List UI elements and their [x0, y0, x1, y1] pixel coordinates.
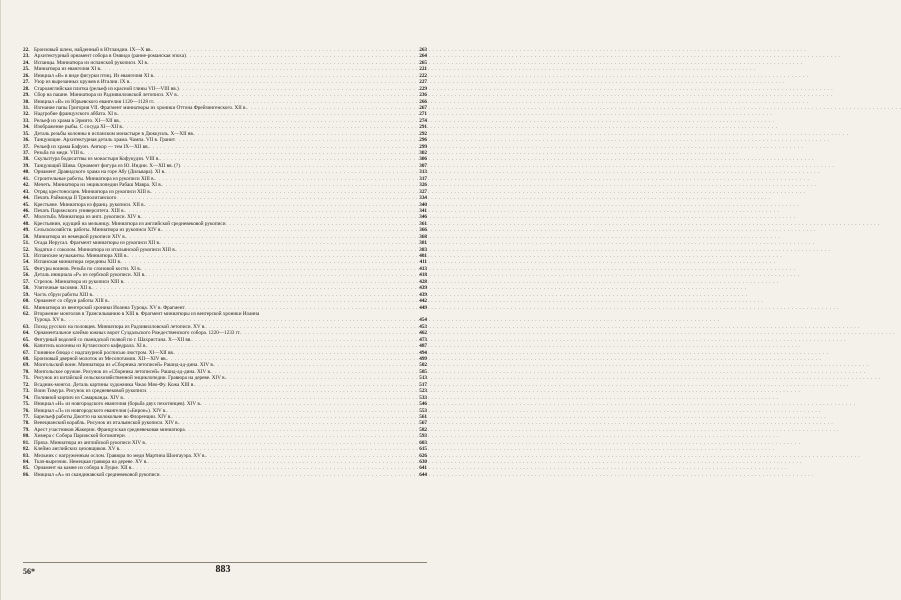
entry-number: 28. [23, 85, 30, 92]
entry-page: 494 [419, 349, 427, 356]
entry-page: 473 [419, 336, 427, 343]
entry-number: 25. [23, 66, 30, 73]
entry-caption: Сбор на пашне. Миниатюра из Радзивилловской летописи. XV в. [34, 92, 179, 99]
entry-number: 45. [23, 201, 30, 208]
entry-caption: Миниатюра из евангелия XI в. [34, 66, 102, 73]
entry-page: 499 [419, 356, 427, 362]
entry-number: 62. [23, 310, 30, 317]
entry-page: 340 [419, 201, 427, 208]
entry-caption: Печать Раймонда II Триполитанского [34, 195, 117, 202]
entry-caption: Деталь инициала «Р» из сербской рукописи. XII в. [34, 272, 146, 279]
entry-page: 553 [419, 407, 427, 414]
entry-caption: Инициал «В» из Юрьевского евангелия 1120—1128 гг. [34, 98, 155, 105]
entry-number: 38. [23, 156, 30, 163]
entry-caption: Крестьяне. Миниатюра из франц. рукописи. XII в. [34, 201, 145, 208]
entry-caption: Архитектурный орнамент собора в Омвидо (ранне-романская эпоха) [34, 53, 186, 60]
entry-number: 79. [23, 426, 30, 433]
entry-page: 313 [419, 169, 427, 176]
entry-number: 61. [23, 304, 30, 311]
entry-page: 428 [419, 278, 427, 285]
entry-number: 57. [23, 278, 30, 285]
document-page [0, 0, 444, 600]
entry-page: 442 [419, 298, 427, 305]
entry-number: 59. [23, 291, 30, 298]
entry-page: 401 [419, 253, 427, 259]
entry-page: 533 [419, 394, 427, 401]
entry-number: 48. [23, 220, 30, 227]
entry-page: 505 [419, 368, 427, 375]
list-item [23, 472, 427, 478]
entry-number: 72. [23, 381, 30, 388]
entry-caption: Орнамент со сбруи работы XIII в. [34, 298, 109, 305]
entry-page: 267 [419, 104, 427, 111]
entry-caption: Крестьянин, идущий на мельницу. Миниатюра из английской средневековой рукописи [34, 220, 226, 227]
entry-number: 46. [23, 207, 30, 214]
entry-page: 449 [419, 304, 427, 311]
entry-number: 78. [23, 420, 30, 427]
entry-page: 502 [419, 362, 427, 369]
entry-number: 84. [23, 459, 30, 465]
entry-number: 69. [23, 362, 30, 369]
entry-number: 60. [23, 298, 30, 305]
entry-caption: Инициал «В» в виде фигурки птиц. Из евангелия XI в. [34, 72, 155, 79]
entry-caption: Осада Иерусал. Фрагмент миниатюры из рукописи XII в. [34, 240, 161, 247]
entry-caption: Монгольское оружие. Рисунок из «Сборника летописей» Рашид-ад-дина. XIV в. [34, 368, 212, 375]
entry-page: 546 [419, 401, 427, 408]
entry-page: 327 [419, 188, 427, 195]
entry-caption: Туроца. XV в. [34, 317, 65, 324]
entry-caption: Испанцы. Миниатюра из испанской рукописи. XI в. [34, 59, 149, 66]
entry-page: 271 [419, 111, 427, 118]
entry-number: 47. [23, 214, 30, 221]
entry-page: 561 [419, 413, 427, 420]
entry-number: 49. [23, 227, 30, 234]
entry-number: 30. [23, 98, 30, 105]
entry-number: 37. [23, 150, 30, 156]
entry-caption: Мечеть. Миниатюра из энциклопедии Рабаш Мавра. XI в. [34, 182, 162, 189]
entry-page: 346 [419, 214, 427, 221]
entry-page: 513 [419, 375, 427, 382]
entry-caption: Фигуры воинов. Резьба по слоновой кости. XI в. [34, 265, 142, 272]
entry-caption: Рисунок из китайской сельскохозяйственной энциклопедии. Гравюра на дереве. XIV в. [34, 375, 226, 382]
entry-number: 58. [23, 285, 30, 292]
entry-number: 44. [23, 195, 30, 202]
entry-page: 291 [419, 124, 427, 131]
page-number: 883 [215, 564, 231, 575]
entry-caption: Ходатки с соколом. Миниатюра из итальянской рукописи XIII в. [34, 246, 176, 253]
entry-number: 80. [23, 433, 30, 440]
entry-number: 22. [23, 47, 30, 53]
entry-caption: Миниатюра из немецкой рукописи XIV в. [34, 233, 126, 240]
entry-caption: Рельеф из храма в Эрмито. XI—XII вв. [34, 117, 121, 124]
entry-number: 53. [23, 253, 30, 259]
entry-number: 86. [23, 471, 30, 478]
entry-number: 32. [23, 111, 30, 118]
entry-number: 85. [23, 465, 30, 472]
entry-caption: Испанские музыканты. Миниатюра XIII в. [34, 253, 128, 259]
entry-page: 644 [419, 471, 427, 478]
entry-page: 302 [419, 150, 427, 156]
entry-caption: Часть сбруи работы XIII в. [34, 291, 94, 298]
entry-caption: Молотьба. Миниатюра из англ. рукописи. XIV в. [34, 214, 142, 221]
entry-page: 236 [419, 92, 427, 99]
entry-caption: Всадник-монгол. Деталь картины художника Чжао Мяо-Фу. Кожа XIII в. [34, 381, 195, 388]
entry-number: 65. [23, 336, 30, 343]
entry-number: 75. [23, 401, 30, 408]
entry-caption: Надгробие французского аббата. XI в. [34, 111, 119, 118]
entry-page: 265 [419, 59, 427, 66]
entry-caption: Бронзовый шлем, найденный в Ютландии. IX—X вв. [34, 47, 152, 53]
entry-caption: Глиняное блюдо с надгазурной росписью люстром. XI—XII вв. [34, 349, 175, 356]
entry-page: 626 [419, 452, 427, 459]
entry-number: 43. [23, 188, 30, 195]
entry-caption: Капитель колонны из Кутаисского кафедрала. XI в. [34, 343, 147, 350]
entry-caption: Староанглийская плитка (рельеф из красной глины VII—VIII вв.) [34, 85, 179, 92]
entry-number: 52. [23, 246, 30, 253]
entry-caption: Бронзовый дверной молоток из Месопотамии. XII—XIV вв. [34, 356, 167, 362]
entry-caption: Деталь резьбы колонны в испанском монастыре в Дюккуиль. X—XII вв. [34, 130, 195, 137]
entry-number: 54. [23, 259, 30, 266]
entry-caption: Клеймо английских цеховщиков. XV в. [34, 446, 121, 453]
entry-page: 292 [419, 130, 427, 137]
entry-page: 413 [419, 265, 427, 272]
entry-page: 454 [419, 317, 427, 324]
entry-number: 76. [23, 407, 30, 414]
entry-page: 439 [419, 285, 427, 292]
entry-caption: Мельник с нагруженным ослом. Гравюра по меди Мартина Шонгауэра. XV в. [34, 452, 206, 459]
entry-number: 71. [23, 375, 30, 382]
entry-number: 64. [23, 330, 30, 337]
entry-number: 73. [23, 388, 30, 395]
entry-number: 56. [23, 272, 30, 279]
entry-caption: Изгнание папы Григория VII. Фрагмент миниатюры из хроники Оттона Фрейзингенского. XII в. [34, 104, 247, 111]
entry-caption: Поход русских на половцев. Миниатюра из Радзивилловской летописи. XV в. [34, 323, 206, 330]
entry-page: 453 [419, 323, 427, 330]
entry-caption: Скульптура бодисаттвы из монастыря Кофукудзи. VIII в. [34, 156, 160, 163]
entry-number: 68. [23, 356, 30, 362]
entry-number: 26. [23, 72, 30, 79]
entry-page: 381 [419, 240, 427, 247]
entry-page: 615 [419, 446, 427, 453]
entry-caption: Орнамент на камне из собора в Луцке. XII в. [34, 465, 133, 472]
entry-caption: Химера с Собора Парижской богоматери [34, 433, 125, 440]
entry-caption: Барельеф работы Джотто на колокольне во Флоренции. XIV в. [34, 413, 172, 420]
entry-page: 517 [419, 381, 427, 388]
entry-number: 81. [23, 439, 30, 446]
entry-caption: Фигурный водолей со сванидской полвой по г. Шахристана. X—XII вв. [34, 336, 192, 343]
entry-page: 439 [419, 291, 427, 298]
entry-page: 296 [419, 137, 427, 144]
entry-page: 630 [419, 459, 427, 465]
entry-caption: Орнамент Дравидского храма на горе Абу (Дильвара). XI в. [34, 169, 166, 176]
entry-page: 603 [419, 439, 427, 446]
entry-page: 334 [419, 195, 427, 202]
entry-caption: Ткач-вырезчик. Немецкая гравюра на дереве. XV в. [34, 459, 148, 465]
entry-page: 582 [419, 426, 427, 433]
entry-number: 33. [23, 117, 30, 124]
entry-number: 31. [23, 104, 30, 111]
entry-page: 222 [419, 72, 427, 79]
entry-number: 41. [23, 175, 30, 182]
entry-caption: Вторжение монголов в Трансильванию в XIII в. Фрагмент миниатюры из венгерской хроники Иоанна [34, 310, 260, 317]
entry-number: 42. [23, 182, 30, 189]
entry-page: 266 [419, 98, 427, 105]
entry-caption: Стрелок. Миниатюра из рукописи XIII в. [34, 278, 125, 285]
entry-caption: Пряха. Миниатюра из английской рукописи XIV в. [34, 439, 147, 446]
entry-number: 37. [23, 143, 30, 150]
dot-leader [160, 472, 414, 478]
entry-caption: Воин Тимура. Рисунок из средневековой рукописи [34, 388, 146, 395]
entry-number: 70. [23, 368, 30, 375]
entry-page: 411 [419, 259, 427, 266]
entry-caption: Рельеф из храма Бафуон. Ангкор — тем IX—XII вв. [34, 143, 149, 150]
entry-number: 77. [23, 413, 30, 420]
entry-page: 341 [419, 207, 427, 214]
entry-caption: Узор из вырезанных кружев в Италии. IX в. [34, 79, 131, 86]
entry-caption: Испанская миниатюра середины XIII в. [34, 259, 122, 266]
entry-number: 83. [23, 452, 30, 459]
entry-page: 227 [419, 79, 427, 86]
entry-page: 317 [419, 175, 427, 182]
entry-caption: Сельскохозяйств. работы. Миниатюра из рукописи XIV в. [34, 227, 162, 234]
entry-caption: Изображение рыбы. С сосуда XI—XII в. [34, 124, 124, 131]
entry-caption: Отряд крестоносцев. Миниатюра из рукописи XIII в. [34, 188, 151, 195]
entry-number: 74. [23, 394, 30, 401]
entry-caption: Инициал «Н» из новгородского евангелия (борьба двух пехотинцев). XIV в. [34, 401, 202, 408]
entry-caption: Поливной кирпич из Самарканда. XIV в. [34, 394, 125, 401]
footer-rule [23, 562, 427, 563]
entry-number: 24. [23, 59, 30, 66]
entry-page: 299 [419, 143, 427, 150]
entry-page: 326 [419, 182, 427, 189]
entry-caption: Танцующий Шива. Орнамент фигура из Ю. Индии. X—XII вв. (?) [34, 162, 180, 169]
entry-caption: Арест участников Жакерии. Французская средневековая миниатюра [34, 426, 185, 433]
entry-number: 35. [23, 130, 30, 137]
entry-number: 82. [23, 446, 30, 453]
entry-number: 50. [23, 233, 30, 240]
entry-caption: Инициал «А» из скандинавской средневековой рукописи [34, 471, 160, 478]
entry-page: 263 [419, 47, 427, 53]
entry-caption: Миниатюра из венгерской хроники Иоанна Туроца. XV в. Фрагмент [34, 304, 185, 311]
entry-page: 229 [419, 85, 427, 92]
entry-page: 462 [419, 330, 427, 337]
entry-number: 27. [23, 79, 30, 86]
entry-page: 418 [419, 272, 427, 279]
illustration-list [23, 47, 427, 478]
entry-caption: Печать Парижского университета. XIII в. [34, 207, 125, 214]
entry-number: 23. [23, 53, 30, 60]
entry-caption: Монгольский воин. Миниатюра из «Сборника летописей» Рашид-ад-дина. XIV в. [34, 362, 215, 369]
entry-number: 51. [23, 240, 30, 247]
entry-caption: Улиточные часовни. XII в. [34, 285, 93, 292]
entry-caption: Инициал «Л» из новгородского евангелия («Бирон»). XIV в. [34, 407, 167, 414]
entry-number: 55. [23, 265, 30, 272]
entry-page: 567 [419, 420, 427, 427]
entry-number: 29. [23, 92, 30, 99]
entry-number: 40. [23, 169, 30, 176]
entry-page: 523 [419, 388, 427, 395]
entry-page: 264 [419, 53, 427, 60]
entry-page: 383 [419, 246, 427, 253]
entry-number: 66. [23, 343, 30, 350]
entry-caption: Резьба по меди. VIII в. [34, 150, 85, 156]
entry-caption: Орнаментальное клеймо южных ворот Суздальского Рождественского собора. 1220—1233 гг. [34, 330, 241, 337]
entry-page: 368 [419, 233, 427, 240]
entry-number: 36. [23, 137, 30, 144]
entry-page: 593 [419, 433, 427, 440]
entry-caption: Танцующие. Архитектурная деталь храма. Чампа. VII в. Гранит [34, 137, 175, 144]
signature-mark: 56* [23, 567, 35, 576]
entry-caption: Строительные работы. Миниатюра из рукописи XIII в. [34, 175, 155, 182]
entry-page: 487 [419, 343, 427, 350]
entry-page: 641 [419, 465, 427, 472]
entry-number: 34. [23, 124, 30, 131]
entry-page: 306 [419, 156, 427, 163]
entry-number: 63. [23, 323, 30, 330]
entry-number: 39. [23, 162, 30, 169]
entry-page: 307 [419, 162, 427, 169]
entry-page: 366 [419, 227, 427, 234]
entry-number: 67. [23, 349, 30, 356]
entry-caption: Венецианский корабль. Рисунок из итальянской рукописи. XIV в. [34, 420, 179, 427]
entry-page: 361 [419, 220, 427, 227]
entry-page: 221 [419, 66, 427, 73]
entry-page: 274 [419, 117, 427, 124]
